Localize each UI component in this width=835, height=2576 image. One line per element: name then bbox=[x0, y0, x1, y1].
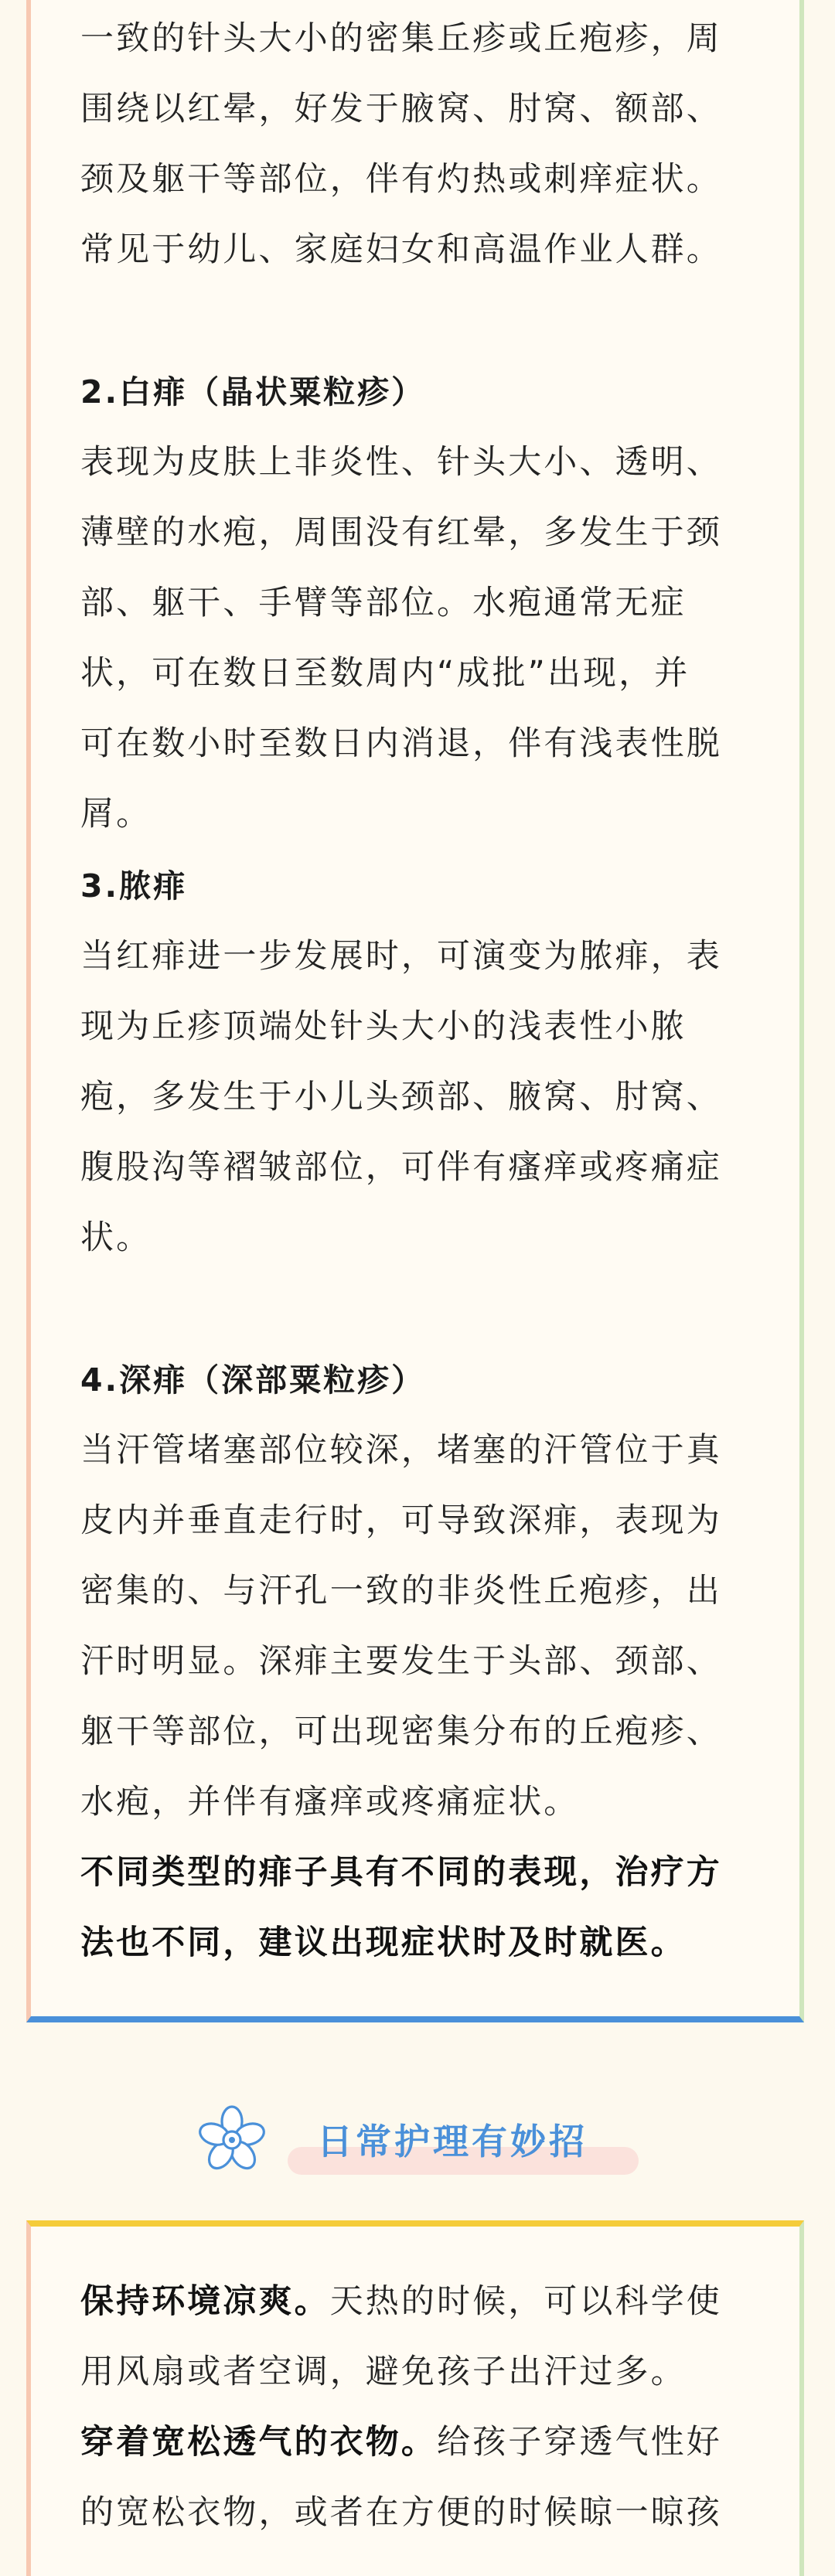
paragraph-line: 密集的、与汗孔一致的非炎性丘疱疹，出 bbox=[80, 1572, 722, 1610]
section-heading-deep-miliaria: 4.深痱（深部粟粒疹） bbox=[80, 1361, 426, 1399]
section-heading-pustular-miliaria: 3.脓痱 bbox=[80, 867, 188, 905]
flower-icon bbox=[195, 2103, 269, 2177]
conclusion-line: 法也不同，建议出现症状时及时就医。 bbox=[80, 1923, 687, 1962]
tip-line bbox=[80, 2278, 722, 2325]
paragraph-line: 状，可在数日至数周内“成批”出现，并 bbox=[80, 654, 690, 693]
paragraph-line: 常见于幼儿、家庭妇女和高温作业人群。 bbox=[80, 230, 722, 269]
paragraph-line: 躯干等部位，可出现密集分布的丘疱疹、 bbox=[80, 1712, 722, 1751]
conclusion-line: 不同类型的痱子具有不同的表现，治疗方 bbox=[80, 1853, 722, 1892]
paragraph-line: 可在数小时至数日内消退，伴有浅表性脱 bbox=[80, 724, 722, 763]
paragraph-line: 颈及躯干等部位，伴有灼热或刺痒症状。 bbox=[80, 160, 722, 199]
tip-line bbox=[80, 2419, 722, 2465]
tip-title-cool-environment: 保持环境凉爽。 bbox=[80, 2282, 330, 2321]
paragraph-line: 状。 bbox=[80, 1218, 152, 1257]
paragraph-line: 当汗管堵塞部位较深，堵塞的汗管位于真 bbox=[80, 1431, 722, 1470]
paragraph-line: 汗时明显。深痱主要发生于头部、颈部、 bbox=[80, 1642, 722, 1681]
paragraph-line: 表现为皮肤上非炎性、针头大小、透明、 bbox=[80, 443, 722, 482]
section-heading-white-miliaria: 2.白痱（晶状粟粒疹） bbox=[80, 373, 426, 411]
paragraph-line: 皮内并垂直走行时，可导致深痱，表现为 bbox=[80, 1501, 722, 1540]
daily-care-section-header bbox=[0, 2087, 835, 2180]
paragraph-line: 现为丘疹顶端处针头大小的浅表性小脓 bbox=[80, 1007, 687, 1046]
paragraph-line: 疱，多发生于小儿头颈部、腋窝、肘窝、 bbox=[80, 1078, 722, 1116]
paragraph-line: 部、躯干、手臂等部位。水疱通常无症 bbox=[80, 584, 687, 622]
section-title: 日常护理有妙招 bbox=[317, 2121, 588, 2162]
paragraph-line: 水疱，并伴有瘙痒或疼痛症状。 bbox=[80, 1783, 580, 1821]
paragraph-line: 围绕以红晕，好发于腋窝、肘窝、额部、 bbox=[80, 90, 722, 128]
tip-text: 给孩子穿透气性好 bbox=[437, 2423, 722, 2462]
care-tips-card bbox=[26, 2220, 804, 2576]
tip-line: 的宽松衣物，或者在方便的时候晾一晾孩 bbox=[80, 2493, 722, 2532]
paragraph-line: 薄壁的水疱，周围没有红晕，多发生于颈 bbox=[80, 513, 722, 552]
paragraph-line: 腹股沟等褶皱部位，可伴有瘙痒或疼痛症 bbox=[80, 1148, 722, 1187]
paragraph-line: 当红痱进一步发展时，可演变为脓痱，表 bbox=[80, 937, 722, 976]
tip-line: 用风扇或者空调，避免孩子出汗过多。 bbox=[80, 2353, 687, 2391]
paragraph-line: 一致的针头大小的密集丘疹或丘疱疹，周 bbox=[80, 19, 722, 58]
tip-text: 天热的时候，可以科学使 bbox=[329, 2282, 722, 2321]
symptoms-card bbox=[26, 0, 804, 2022]
paragraph-line: 屑。 bbox=[80, 795, 152, 833]
tip-title-loose-clothing: 穿着宽松透气的衣物。 bbox=[80, 2423, 437, 2462]
